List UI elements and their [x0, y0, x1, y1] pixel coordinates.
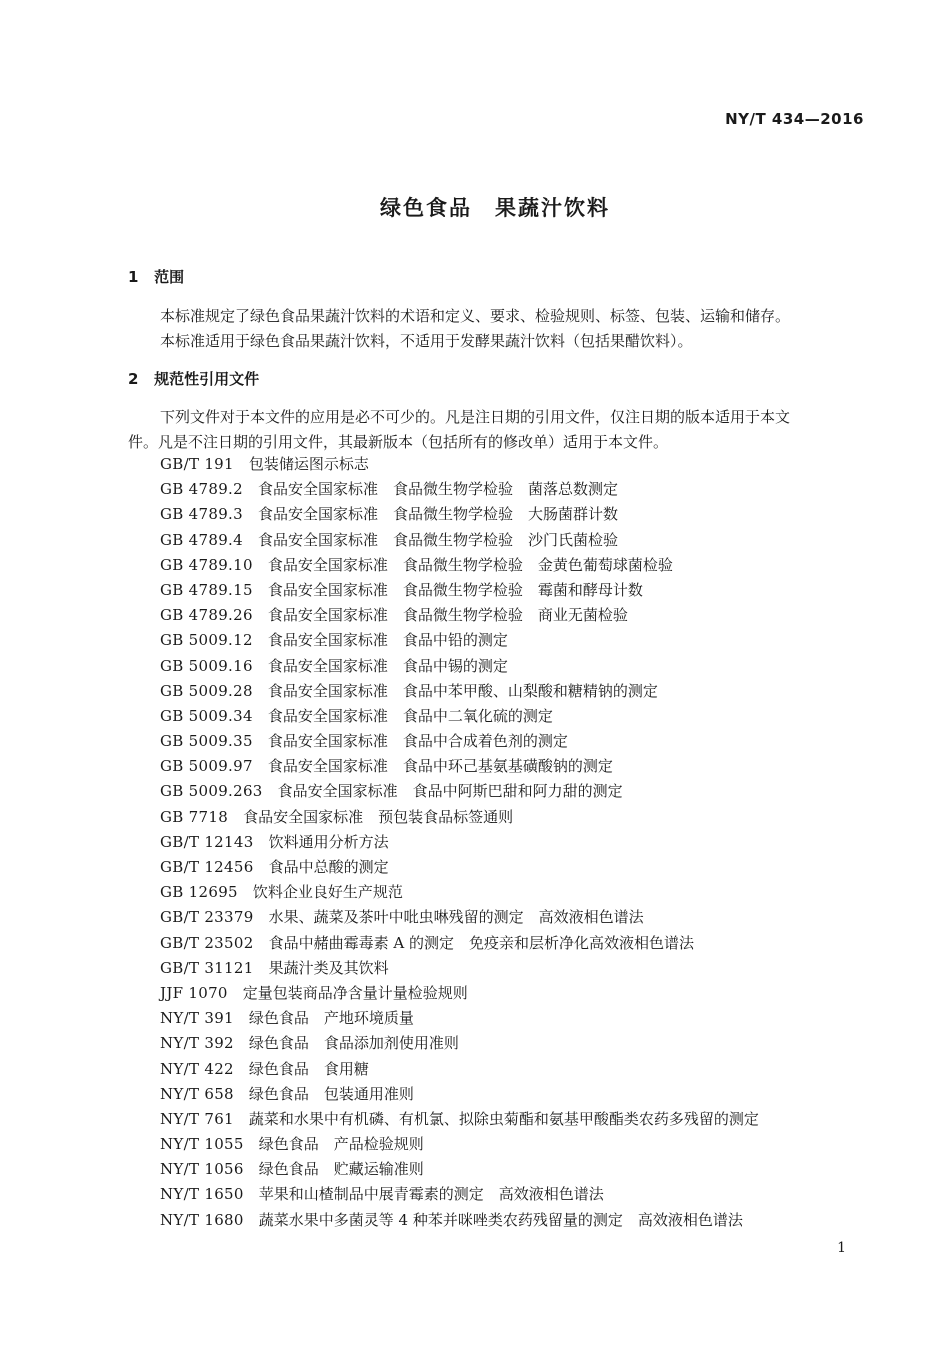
section-title: 规范性引用文件: [154, 370, 260, 388]
reference-code: GB 5009.35: [160, 732, 253, 751]
reference-code: GB 4789.10: [160, 555, 253, 574]
reference-item: [160, 1132, 759, 1157]
reference-title: 蔬菜水果中多菌灵等 4 种苯并咪唑类农药残留量的测定 高效液相色谱法: [258, 1210, 743, 1229]
reference-code: NY/T 1055: [160, 1135, 244, 1154]
reference-item: [160, 805, 759, 830]
reference-item: [160, 981, 759, 1006]
reference-code: GB 4789.15: [160, 580, 253, 599]
reference-code: GB 5009.263: [160, 782, 263, 801]
reference-code: NY/T 1650: [160, 1185, 244, 1204]
reference-code: GB 7718: [160, 807, 229, 826]
reference-title: 食品安全国家标准 食品中二氧化硫的测定: [267, 706, 553, 725]
reference-item: [160, 578, 759, 603]
reference-item: [160, 880, 759, 905]
reference-item: [160, 1107, 759, 1132]
reference-code: GB/T 23502: [160, 933, 254, 952]
reference-title: 食品安全国家标准 食品微生物学检验 商业无菌检验: [267, 606, 628, 625]
reference-title: 包装储运图示标志: [248, 455, 369, 473]
document-title: 绿色食品 果蔬汁饮料: [380, 196, 610, 220]
reference-title: 苹果和山楂制品中展青霉素的测定 高效液相色谱法: [258, 1185, 604, 1204]
references-intro-line-2: 件。凡是不注日期的引用文件，其最新版本（包括所有的修改单）适用于本文件。: [128, 433, 669, 451]
reference-title: 绿色食品 包装通用准则: [248, 1084, 414, 1103]
section-number: 2: [128, 370, 139, 388]
reference-title: 绿色食品 食品添加剂使用准则: [248, 1034, 459, 1053]
reference-item: [160, 603, 759, 628]
reference-item: [160, 855, 759, 880]
reference-item: [160, 754, 759, 779]
reference-title: 饮料通用分析方法: [268, 832, 389, 851]
reference-title: 绿色食品 食用糖: [248, 1059, 369, 1078]
reference-title: 水果、蔬菜及茶叶中吡虫啉残留的测定 高效液相色谱法: [268, 908, 644, 927]
reference-title: 蔬菜和水果中有机磷、有机氯、拟除虫菊酯和氨基甲酸酯类农药多残留的测定: [248, 1109, 759, 1128]
reference-item: [160, 452, 759, 477]
reference-code: GB 4789.4: [160, 530, 243, 549]
page-number: 1: [837, 1240, 846, 1256]
reference-title: 食品安全国家标准 食品微生物学检验 霉菌和酵母计数: [267, 580, 643, 599]
reference-item: [160, 905, 759, 930]
reference-item: [160, 628, 759, 653]
reference-code: GB 5009.16: [160, 656, 253, 675]
reference-code: GB/T 31121: [160, 958, 254, 977]
reference-list: [160, 452, 759, 1233]
reference-item: [160, 1082, 759, 1107]
reference-item: [160, 654, 759, 679]
reference-title: 食品安全国家标准 食品中苯甲酸、山梨酸和糖精钠的测定: [267, 681, 658, 700]
reference-item: [160, 1157, 759, 1182]
reference-title: 绿色食品 产品检验规则: [258, 1135, 424, 1154]
reference-title: 饮料企业良好生产规范: [252, 883, 403, 902]
reference-title: 食品安全国家标准 食品中铅的测定: [267, 631, 508, 650]
reference-code: GB 4789.2: [160, 480, 243, 499]
section-title: 范围: [154, 268, 185, 286]
reference-code: JJF 1070: [160, 983, 228, 1002]
reference-item: [160, 931, 759, 956]
reference-item: [160, 1057, 759, 1082]
reference-code: GB 12695: [160, 883, 238, 902]
reference-title: 食品安全国家标准 食品微生物学检验 金黄色葡萄球菌检验: [267, 555, 673, 574]
section-number: 1: [128, 268, 139, 286]
reference-title: 食品安全国家标准 预包装食品标签通则: [243, 807, 514, 826]
reference-code: GB/T 12143: [160, 832, 254, 851]
reference-title: 食品安全国家标准 食品中环己基氨基磺酸钠的测定: [267, 757, 613, 776]
reference-code: GB/T 191: [160, 455, 234, 473]
reference-code: GB 5009.34: [160, 706, 253, 725]
scope-paragraph-1: 本标准规定了绿色食品果蔬汁饮料的术语和定义、要求、检验规则、标签、包装、运输和储存。: [160, 307, 791, 325]
scope-paragraph-2: 本标准适用于绿色食品果蔬汁饮料，不适用于发酵果蔬汁饮料（包括果醋饮料）。: [160, 332, 693, 350]
standard-code: NY/T 434—2016: [725, 110, 864, 128]
reference-item: [160, 553, 759, 578]
reference-title: 食品安全国家标准 食品微生物学检验 菌落总数测定: [257, 480, 618, 499]
reference-item: [160, 528, 759, 553]
reference-item: [160, 704, 759, 729]
reference-code: NY/T 391: [160, 1009, 234, 1028]
reference-item: [160, 779, 759, 804]
reference-item: [160, 679, 759, 704]
reference-code: GB 5009.12: [160, 631, 253, 650]
reference-code: NY/T 761: [160, 1109, 234, 1128]
section-1-heading: [128, 266, 184, 287]
reference-code: NY/T 658: [160, 1084, 234, 1103]
reference-item: [160, 956, 759, 981]
reference-code: GB/T 23379: [160, 908, 254, 927]
reference-item: [160, 1006, 759, 1031]
reference-title: 食品中总酸的测定: [268, 858, 389, 876]
reference-item: [160, 502, 759, 527]
reference-code: GB 5009.97: [160, 757, 253, 776]
references-intro-line-1: 下列文件对于本文件的应用是必不可少的。凡是注日期的引用文件，仅注日期的版本适用于本文: [160, 408, 791, 426]
reference-title: 绿色食品 产地环境质量: [248, 1009, 414, 1028]
reference-title: 定量包装商品净含量计量检验规则: [242, 983, 468, 1002]
reference-code: NY/T 1680: [160, 1210, 244, 1229]
reference-item: [160, 1031, 759, 1056]
reference-title: 果蔬汁类及其饮料: [268, 958, 389, 977]
reference-code: NY/T 1056: [160, 1160, 244, 1179]
reference-title: 食品安全国家标准 食品中合成着色剂的测定: [267, 732, 568, 751]
reference-title: 食品安全国家标准 食品中锡的测定: [267, 656, 508, 675]
reference-code: GB 4789.26: [160, 606, 253, 625]
reference-item: [160, 1208, 759, 1233]
reference-item: [160, 1182, 759, 1207]
reference-item: [160, 830, 759, 855]
reference-title: 食品安全国家标准 食品中阿斯巴甜和阿力甜的测定: [277, 782, 623, 801]
reference-code: NY/T 392: [160, 1034, 234, 1053]
section-2-heading: [128, 368, 259, 389]
reference-code: GB 4789.3: [160, 505, 243, 524]
reference-title: 食品安全国家标准 食品微生物学检验 大肠菌群计数: [257, 505, 618, 524]
reference-item: [160, 477, 759, 502]
reference-code: GB/T 12456: [160, 858, 254, 876]
reference-item: [160, 729, 759, 754]
reference-code: NY/T 422: [160, 1059, 234, 1078]
reference-title: 食品安全国家标准 食品微生物学检验 沙门氏菌检验: [257, 530, 618, 549]
reference-title: 绿色食品 贮藏运输准则: [258, 1160, 424, 1179]
reference-title: 食品中赭曲霉毒素 A 的测定 免疫亲和层析净化高效液相色谱法: [268, 933, 694, 952]
reference-code: GB 5009.28: [160, 681, 253, 700]
